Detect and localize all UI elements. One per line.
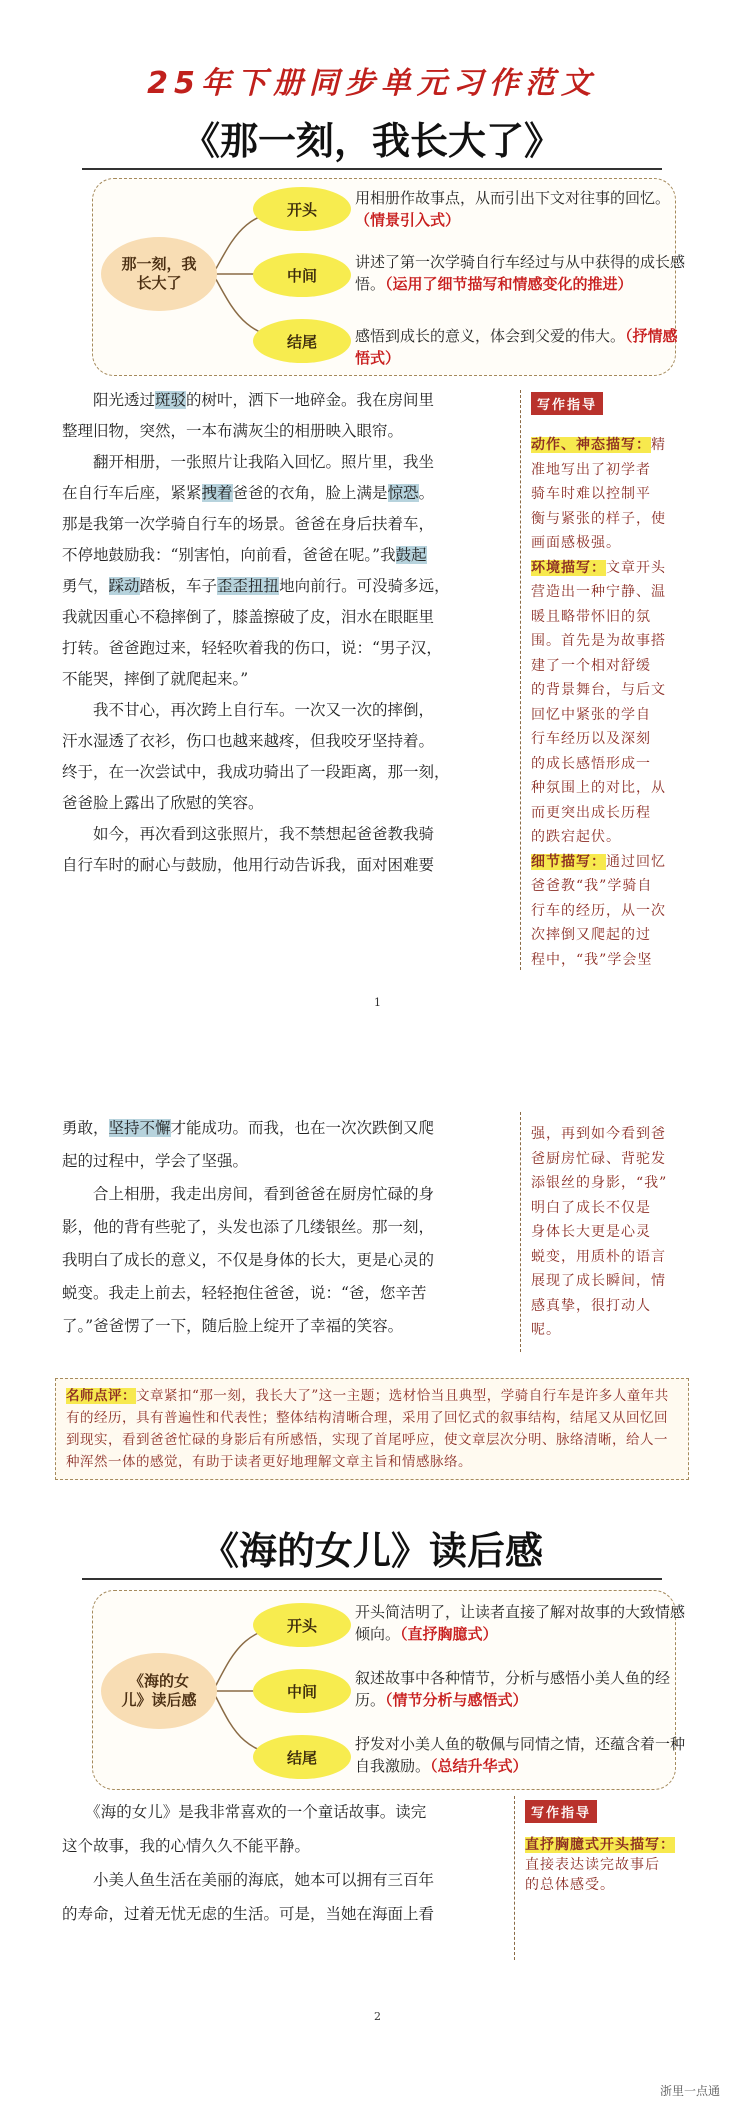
body-line: 起的过程中，学会了坚强。	[62, 1152, 249, 1170]
teacher-comment-label: 名师点评：	[66, 1388, 136, 1404]
essay2-body	[62, 1800, 502, 1936]
body-line: 勇敢，坚持不懈才能成功。而我，也在一次次跌倒又爬	[62, 1119, 435, 1137]
mindmap-opening-text: 开头简洁明了，让读者直接了解对故事的大致情感倾向。（直抒胸臆式）	[355, 1603, 686, 1643]
mindmap-middle-text: 叙述故事中各种情节，分析与感悟小美人鱼的经历。（情节分析与感悟式）	[355, 1669, 671, 1709]
body-line: 合上相册，我走出房间，看到爸爸在厨房忙碌的身	[62, 1185, 435, 1203]
document-header-title: 25年下册同步单元习作范文	[147, 66, 597, 101]
guide-note-environment: 环境描写：文章开头 营造出一种宁静、温 暖且略带怀旧的氛 围。首先是为故事搭 建了一个相对舒缓 的背景舞台，与后文 回忆中紧张的学自 行车经历以及深刻 的成长感悟形成一 种氛围上的对比，从 而更突出成长历程 的跌宕起伏。	[531, 559, 666, 845]
body-line: 那是我第一次学骑自行车的场景。爸爸在身后扶着车，	[62, 515, 435, 533]
body-line: 不能哭，摔倒了就爬起来。”	[62, 670, 249, 688]
body-line: 自行车时的耐心与鼓励，他用行动告诉我，面对困难要	[62, 856, 435, 874]
guide-note-detail: 细节描写：通过回忆 爸爸教“我”学骑自 行车的经历，从一次 次摔倒又爬起的过 程中，“我”学会坚	[531, 853, 666, 968]
mindmap-branch-middle: 中间	[253, 1669, 351, 1713]
teacher-comment-box	[55, 1378, 689, 1480]
body-line: 小美人鱼生活在美丽的海底，她本可以拥有三百年	[62, 1871, 435, 1889]
writing-guide-sidebar-page1	[520, 390, 703, 970]
body-line: 翻开相册，一张照片让我陷入回忆。照片里，我坐	[62, 453, 435, 471]
essay2-mindmap	[92, 1590, 686, 1790]
mindmap-branch-opening: 开头	[253, 1603, 351, 1647]
title-divider	[82, 1578, 662, 1580]
body-line: 我明白了成长的意义，不仅是身体的长大，更是心灵的	[62, 1251, 435, 1269]
body-line: 《海的女儿》是我非常喜欢的一个童话故事。读完	[62, 1803, 427, 1821]
writing-guide-badge: 写作指导	[525, 1800, 597, 1823]
guide-note-action: 动作、神态描写：精 准地写出了初学者 骑车时难以控制平 衡与紧张的样子，使 画面感极强。	[531, 437, 666, 551]
essay1-body-page2	[62, 1116, 502, 1347]
body-line: 终于，在一次尝试中，我成功骑出了一段距离，那一刻，	[62, 763, 450, 781]
body-line: 不停地鼓励我：“别害怕，向前看，爸爸在呢。”我鼓起	[62, 546, 427, 564]
body-line: 我就因重心不稳摔倒了，膝盖擦破了皮，泪水在眼眶里	[62, 608, 435, 626]
teacher-comment-text: 文章紧扣“那一刻，我长大了”这一主题；选材恰当且典型，学骑自行车是许多人童年共有的经历，具有普遍性和代表性；整体结构清晰合理，采用了回忆式的叙事结构，结尾又从回忆回到现实，看到爸爸忙碌的身影后有所感悟，实现了首尾呼应，使文章层次分明、脉络清晰，给人一种浑然一体的感觉，有助于读者更好地理解文章主旨和情感脉络。	[66, 1388, 669, 1470]
mindmap-branch-ending: 结尾	[253, 1735, 351, 1779]
page-number: 2	[374, 2010, 381, 2023]
body-line: 打转。爸爸跑过来，轻轻吹着我的伤口，说：“男子汉，	[62, 639, 442, 657]
mindmap-branch-middle: 中间	[253, 253, 351, 297]
body-line: 爸爸脸上露出了欣慰的笑容。	[62, 794, 264, 812]
essay1-body-page1	[62, 388, 502, 884]
body-line: 影，他的背有些驼了，头发也添了几缕银丝。那一刻，	[62, 1218, 435, 1236]
body-line: 这个故事，我的心情久久不能平静。	[62, 1837, 311, 1855]
mindmap-middle-text: 讲述了第一次学骑自行车经过与从中获得的成长感悟。（运用了细节描写和情感变化的推进）	[355, 253, 686, 293]
essay2-title: 《海的女儿》读后感	[200, 1529, 543, 1573]
mindmap-branch-ending: 结尾	[253, 319, 351, 363]
body-line: 如今，再次看到这张照片，我不禁想起爸爸教我骑	[62, 825, 435, 843]
guide-note-opening: 直抒胸臆式开头描写： 直接表达读完故事后 的总体感受。	[525, 1837, 675, 1893]
mindmap-center: 《海的女儿》读后感	[101, 1653, 217, 1729]
body-line: 阳光透过斑驳的树叶，洒下一地碎金。我在房间里	[62, 391, 435, 409]
watermark-text: 浙里一点通	[660, 2084, 721, 2098]
writing-guide-sidebar-page2	[520, 1112, 703, 1352]
body-line: 整理旧物，突然，一本布满灰尘的相册映入眼帘。	[62, 422, 404, 440]
writing-guide-badge: 写作指导	[531, 392, 603, 415]
mindmap-branch-opening: 开头	[253, 187, 351, 231]
body-line: 的寿命，过着无忧无虑的生活。可是，当她在海面上看	[62, 1905, 435, 1923]
body-line: 蜕变。我走上前去，轻轻抱住爸爸，说：“爸，您辛苦	[62, 1284, 427, 1302]
mindmap-opening-text: 用相册作故事点，从而引出下文对往事的回忆。（情景引入式）	[355, 189, 671, 229]
body-line: 在自行车后座，紧紧拽着爸爸的衣角，脸上满是惊恐。	[62, 484, 435, 502]
body-line: 我不甘心，再次跨上自行车。一次又一次的摔倒，	[62, 701, 435, 719]
essay1-title: 《那一刻，我长大了》	[181, 119, 562, 163]
writing-guide-sidebar-essay2	[514, 1796, 697, 1960]
body-line: 勇气，踩动踏板，车子歪歪扭扭地向前行。可没骑多远，	[62, 577, 450, 595]
guide-note-detail-continued: 强，再到如今看到爸 爸厨房忙碌、背驼发 添银丝的身影，“我” 明白了成长不仅是 身体长大更是心灵 蜕变，用质朴的语言 展现了成长瞬间，情 感真挚，很打动人 呢。	[531, 1126, 668, 1338]
title-divider	[82, 168, 662, 170]
body-line: 了。”爸爸愣了一下，随后脸上绽开了幸福的笑容。	[62, 1317, 404, 1335]
mindmap-center: 那一刻，我长大了	[101, 237, 217, 311]
essay1-mindmap	[92, 178, 686, 376]
mindmap-ending-text: 抒发对小美人鱼的敬佩与同情之情，还蕴含着一种自我激励。（总结升华式）	[355, 1735, 686, 1775]
mindmap-ending-text: 感悟到成长的意义，体会到父爱的伟大。（抒情感悟式）	[355, 327, 678, 367]
body-line: 汗水湿透了衣衫，伤口也越来越疼，但我咬牙坚持着。	[62, 732, 435, 750]
page-number: 1	[374, 996, 381, 1009]
